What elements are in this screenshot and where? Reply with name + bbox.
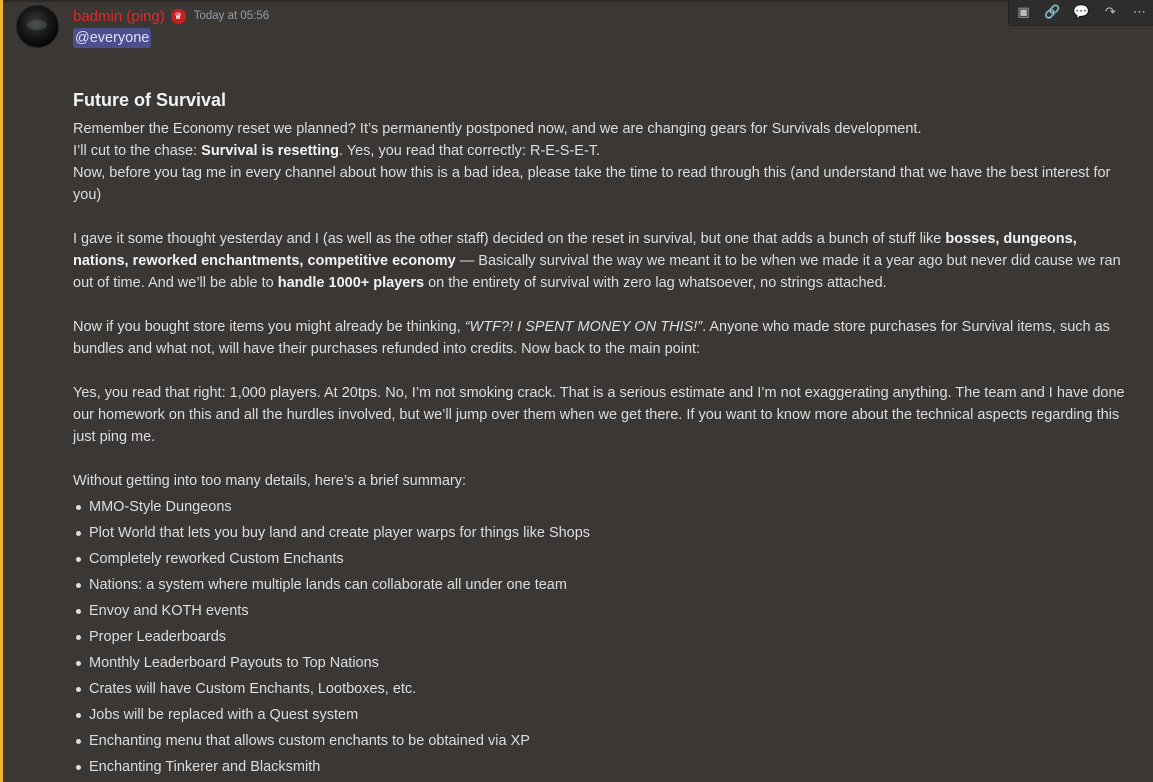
paragraph-1-line-2: I’ll cut to the chase: Survival is resetting. Yes, you read that correctly: R-E-S-E-T. [73,143,601,159]
username[interactable]: badmin (ping) [73,7,165,25]
summary-list [73,496,1133,778]
paragraph-1-line-1: Remember the Economy reset we planned? It’s permanently postponed now, and we are changing gears for Survivals development. [73,121,922,137]
list-item: Nations: a system where multiple lands can collaborate all under one team [89,574,1133,596]
summary-intro: Without getting into too many details, here’s a brief summary: [73,473,467,489]
thread-icon[interactable]: 💬 [1073,4,1090,19]
avatar[interactable] [16,5,59,48]
app-icon[interactable]: ▣ [1017,4,1030,19]
list-item: Monthly Leaderboard Payouts to Top Nations [89,652,1133,674]
list-item: Crates will have Custom Enchants, Lootboxes, etc. [89,678,1133,700]
paragraph-2: I gave it some thought yesterday and I (as well as the other staff) decided on the reset in survival, but one that adds a bunch of stuff like bosses, dungeons, nations, reworked enchantments, competitive economy — Basically survival the way we meant it to be when we made it a year ago but never did cause we ran out of time. And we’ll be able to handle 1000+ players on the entirety of survival with zero lag whatsoever, no strings attached. [73,231,1121,291]
more-icon[interactable]: ⋯ [1133,4,1146,19]
list-item: Completely reworked Custom Enchants [89,548,1133,570]
list-item: Enchanting menu that allows custom enchants to be obtained via XP [89,730,1133,752]
message-content [73,88,1133,782]
bold-players: handle 1000+ players [277,275,425,291]
timestamp[interactable]: Today at 05:56 [193,10,270,22]
message-header [73,6,269,26]
message-title: Future of Survival [73,90,227,110]
list-item: Envoy and KOTH events [89,600,1133,622]
list-item: Jobs will be replaced with a Quest system [89,704,1133,726]
italic-quote: “WTF?! I SPENT MONEY ON THIS!” [464,319,703,335]
everyone-mention[interactable]: @everyone [75,30,150,46]
paragraph-4: Yes, you read that right: 1,000 players. At 20tps. No, I’m not smoking crack. That is a serious estimate and I’m not exaggerating anything. The team and I have done our homework on this and all the hurdles involved, but we’ll jump over them when we get there. If you want to know more about the technical aspects regarding this just ping me. [73,385,1125,445]
message-toolbar [1008,0,1153,26]
top-divider [0,0,1153,2]
list-item: Enchanting Tinkerer and Blacksmith [89,756,1133,778]
bold-features: bosses, dungeons, nations, reworked enchantments, competitive economy [73,231,1077,269]
paragraph-1-line-3: Now, before you tag me in every channel about how this is a bad idea, please take the time to read through this (and understand that we have the best interest for you) [73,165,1111,203]
list-item: MMO-Style Dungeons [89,496,1133,518]
forward-icon[interactable]: ↷ [1105,4,1116,19]
copy-link-icon[interactable]: 🔗 [1044,4,1061,19]
list-item: Plot World that lets you buy land and create player warps for things like Shops [89,522,1133,544]
list-item: Proper Leaderboards [89,626,1133,648]
paragraph-3: Now if you bought store items you might already be thinking, “WTF?! I SPENT MONEY ON THIS!”. Anyone who made store purchases for Survival items, such as bundles and what not, will have their purchases refunded into credits. Now back to the main point: [73,319,1110,357]
crown-icon: ♛ [171,9,186,24]
mention-highlight-bar [0,0,3,782]
bold-reset: Survival is resetting [201,143,339,159]
